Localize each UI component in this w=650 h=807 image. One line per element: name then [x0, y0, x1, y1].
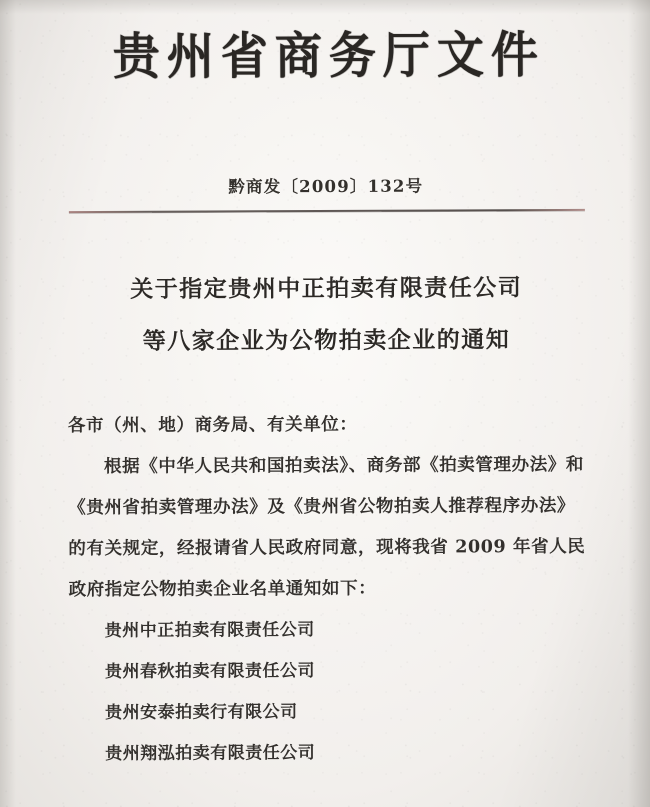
- list-item: 贵州安泰拍卖行有限公司: [105, 702, 298, 723]
- paper-edge-right: [628, 0, 650, 807]
- document-title-line-2: 等八家企业为公物拍卖企业的通知: [142, 326, 511, 355]
- document-masthead: 贵州省商务厅文件: [112, 26, 545, 87]
- paper-edge-top: [0, 0, 650, 14]
- salutation: 各市（州、地）商务局、有关单位：: [67, 414, 358, 437]
- document-title-line-1: 关于指定贵州中正拍卖有限责任公司: [130, 274, 523, 303]
- paper-edge-left: [0, 0, 16, 807]
- document-body: [68, 404, 590, 775]
- document-number: 黔商发〔2009〕132号: [228, 176, 424, 197]
- list-item: 贵州春秋拍卖有限责任公司: [104, 661, 315, 682]
- company-list: [69, 609, 590, 775]
- list-item: 贵州中正拍卖有限责任公司: [104, 620, 315, 641]
- document-title: [1, 262, 650, 369]
- list-item: 贵州翔泓拍卖有限责任公司: [105, 743, 316, 764]
- body-paragraph: 根据《中华人民共和国拍卖法》、商务部《拍卖管理办法》和《贵州省拍卖管理办法》及《贵州省公物拍卖人推荐程序办法》的有关规定，经报请省人民政府同意，现将我省 2009 年省人民政府指定公物拍卖企业名单通知如下：: [68, 454, 586, 601]
- header-separator-rule: [69, 209, 585, 213]
